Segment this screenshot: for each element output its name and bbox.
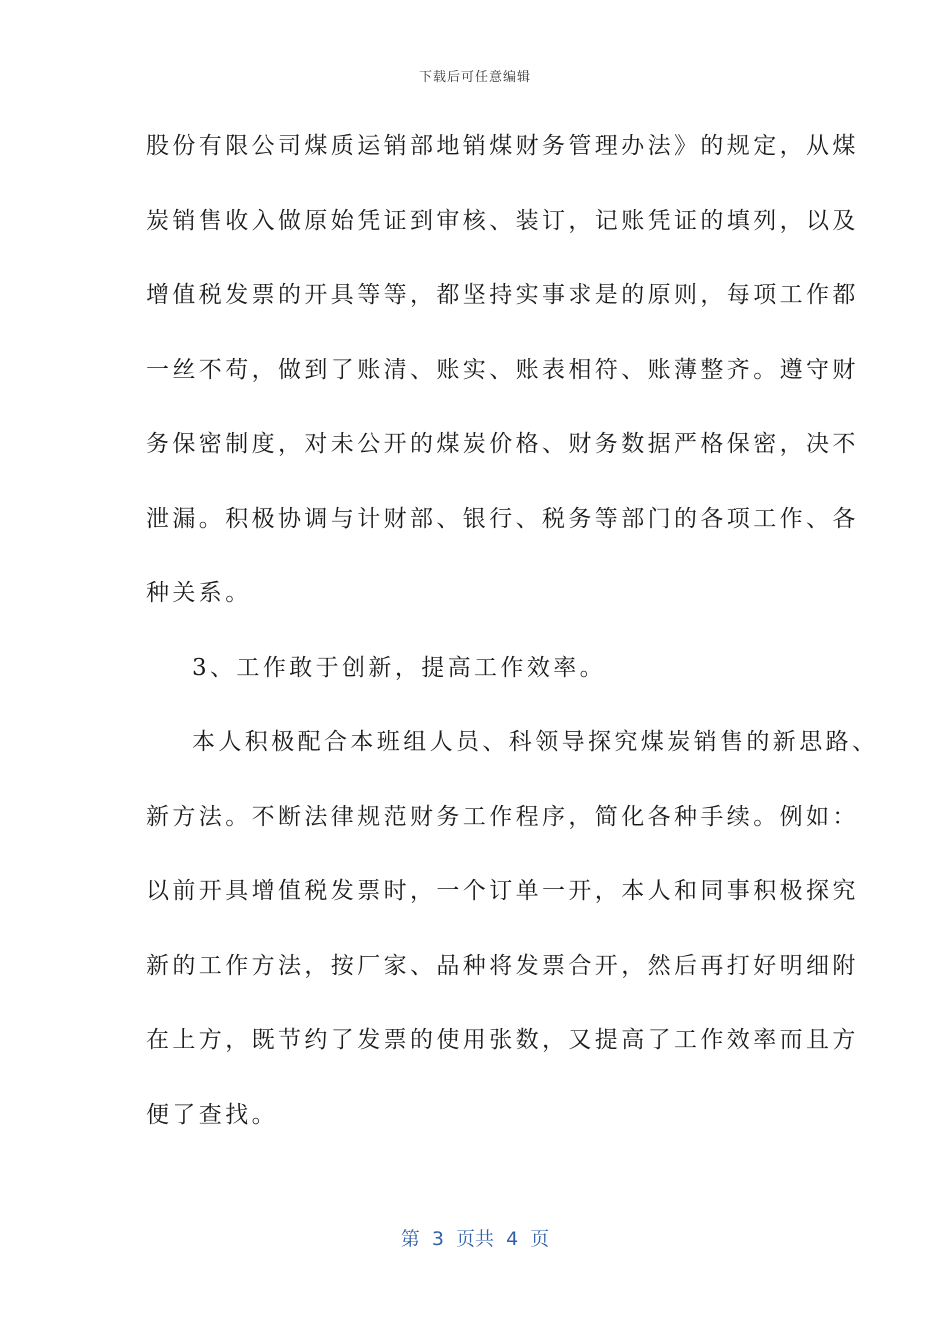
text-line: 炭销售收入做原始凭证到审核、装订，记账凭证的填列，以及 [146, 207, 859, 234]
text-line: 以前开具增值税发票时，一个订单一开，本人和同事积极探究 [146, 878, 859, 904]
text-line: 新的工作方法，按厂家、品种将发票合开，然后再打好明细附 [146, 952, 859, 979]
document-body [146, 121, 879, 1164]
text-line: 一丝不苟，做到了账清、账实、账表相符、账薄整齐。遵守财 [146, 356, 859, 383]
text-line: 新方法。不断法律规范财务工作程序，简化各种手续。例如： [146, 803, 859, 830]
text-line: 务保密制度，对未公开的煤炭价格、财务数据严格保密，决不 [146, 431, 859, 457]
text-line: 泄漏。积极协调与计财部、银行、税务等部门的各项工作、各 [146, 505, 859, 532]
text-line: 股份有限公司煤质运销部地销煤财务管理办法》的规定，从煤 [146, 133, 859, 159]
section-heading: 3、工作敢于创新，提高工作效率。 [192, 654, 607, 681]
text-line: 本人积极配合本班组人员、科领导探究煤炭销售的新思路、 [192, 729, 879, 755]
text-line: 增值税发票的开具等等，都坚持实事求是的原则，每项工作都 [146, 282, 859, 308]
page-number: 第 3 页共 4 页 [400, 1228, 550, 1250]
text-line: 在上方，既节约了发票的使用张数，又提高了工作效率而且方 [146, 1027, 859, 1053]
header-note: 下载后可任意编辑 [418, 70, 531, 85]
text-line: 便了查找。 [146, 1101, 278, 1128]
text-line: 种关系。 [146, 580, 252, 606]
